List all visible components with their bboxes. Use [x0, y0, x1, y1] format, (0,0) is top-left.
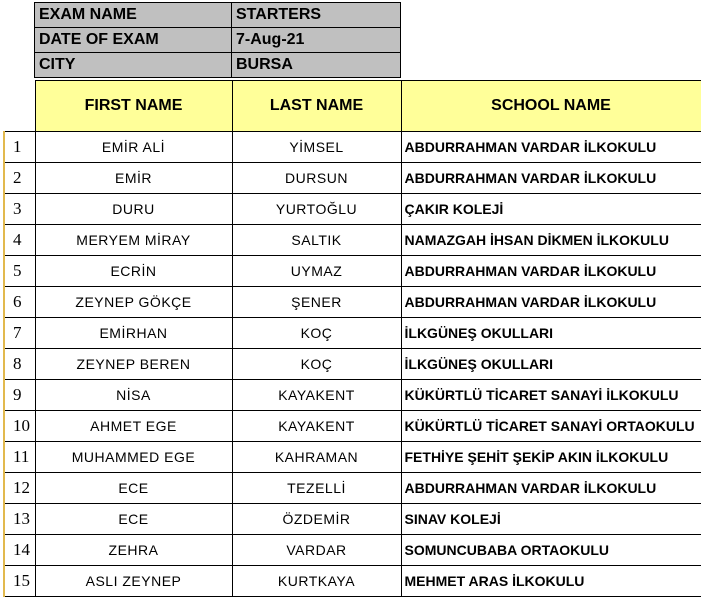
roster-header-row [4, 81, 701, 132]
table-row [4, 411, 701, 442]
school-name-cell[interactable]: İLKGÜNEŞ OKULLARI [401, 318, 701, 349]
exam-info-label[interactable]: CITY [35, 53, 232, 78]
row-number-cell[interactable]: 2 [4, 163, 35, 194]
exam-info-row [35, 28, 401, 53]
first-name-cell[interactable]: ASLI ZEYNEP [35, 566, 232, 597]
school-name-cell[interactable]: ÇAKIR KOLEJİ [401, 194, 701, 225]
student-roster-table [3, 80, 701, 597]
school-name-cell[interactable]: MEHMET ARAS İLKOKULU [401, 566, 701, 597]
exam-info-label[interactable]: DATE OF EXAM [35, 28, 232, 53]
row-number-header [4, 81, 35, 132]
exam-info-label[interactable]: EXAM NAME [35, 3, 232, 28]
school-name-cell[interactable]: ABDURRAHMAN VARDAR İLKOKULU [401, 256, 701, 287]
school-name-cell[interactable]: KÜKÜRTLÜ TİCARET SANAYİ ORTAOKULU [401, 411, 701, 442]
row-number-cell[interactable]: 9 [4, 380, 35, 411]
first-name-cell[interactable]: EMİR [35, 163, 232, 194]
first-name-header[interactable]: FIRST NAME [35, 81, 232, 132]
table-row [4, 380, 701, 411]
school-name-cell[interactable]: ABDURRAHMAN VARDAR İLKOKULU [401, 132, 701, 163]
row-number-cell[interactable]: 7 [4, 318, 35, 349]
row-number-cell[interactable]: 13 [4, 504, 35, 535]
last-name-cell[interactable]: YİMSEL [232, 132, 401, 163]
last-name-cell[interactable]: KOÇ [232, 318, 401, 349]
table-row [4, 256, 701, 287]
row-number-cell[interactable]: 5 [4, 256, 35, 287]
school-name-cell[interactable]: NAMAZGAH İHSAN DİKMEN İLKOKULU [401, 225, 701, 256]
table-row [4, 535, 701, 566]
table-row [4, 349, 701, 380]
row-number-cell[interactable]: 6 [4, 287, 35, 318]
exam-info-table [34, 2, 401, 78]
row-number-cell[interactable]: 10 [4, 411, 35, 442]
row-number-cell[interactable]: 1 [4, 132, 35, 163]
last-name-cell[interactable]: TEZELLİ [232, 473, 401, 504]
table-row [4, 225, 701, 256]
last-name-cell[interactable]: DURSUN [232, 163, 401, 194]
row-number-cell[interactable]: 4 [4, 225, 35, 256]
table-row [4, 287, 701, 318]
school-name-cell[interactable]: KÜKÜRTLÜ TİCARET SANAYİ İLKOKULU [401, 380, 701, 411]
table-row [4, 318, 701, 349]
last-name-cell[interactable]: ŞENER [232, 287, 401, 318]
last-name-cell[interactable]: KURTKAYA [232, 566, 401, 597]
row-number-cell[interactable]: 11 [4, 442, 35, 473]
first-name-cell[interactable]: ZEYNEP GÖKÇE [35, 287, 232, 318]
table-row [4, 194, 701, 225]
row-number-cell[interactable]: 15 [4, 566, 35, 597]
last-name-cell[interactable]: VARDAR [232, 535, 401, 566]
school-name-cell[interactable]: FETHİYE ŞEHİT ŞEKİP AKIN İLKOKULU [401, 442, 701, 473]
school-name-cell[interactable]: SOMUNCUBABA ORTAOKULU [401, 535, 701, 566]
row-number-cell[interactable]: 12 [4, 473, 35, 504]
last-name-cell[interactable]: SALTIK [232, 225, 401, 256]
last-name-cell[interactable]: KAYAKENT [232, 380, 401, 411]
row-number-cell[interactable]: 14 [4, 535, 35, 566]
exam-info-value[interactable]: STARTERS [232, 3, 401, 28]
last-name-cell[interactable]: YURTOĞLU [232, 194, 401, 225]
first-name-cell[interactable]: MERYEM MİRAY [35, 225, 232, 256]
row-number-cell[interactable]: 8 [4, 349, 35, 380]
first-name-cell[interactable]: ZEYNEP BEREN [35, 349, 232, 380]
first-name-cell[interactable]: NİSA [35, 380, 232, 411]
school-name-cell[interactable]: ABDURRAHMAN VARDAR İLKOKULU [401, 163, 701, 194]
first-name-cell[interactable]: ECRİN [35, 256, 232, 287]
exam-info-value[interactable]: BURSA [232, 53, 401, 78]
exam-info-row [35, 3, 401, 28]
last-name-cell[interactable]: KAYAKENT [232, 411, 401, 442]
school-name-cell[interactable]: ABDURRAHMAN VARDAR İLKOKULU [401, 287, 701, 318]
table-row [4, 163, 701, 194]
first-name-cell[interactable]: EMİR ALİ [35, 132, 232, 163]
table-row [4, 132, 701, 163]
first-name-cell[interactable]: EMİRHAN [35, 318, 232, 349]
school-name-cell[interactable]: ABDURRAHMAN VARDAR İLKOKULU [401, 473, 701, 504]
last-name-cell[interactable]: KOÇ [232, 349, 401, 380]
school-name-cell[interactable]: İLKGÜNEŞ OKULLARI [401, 349, 701, 380]
last-name-header[interactable]: LAST NAME [232, 81, 401, 132]
exam-info-row [35, 53, 401, 78]
table-row [4, 504, 701, 535]
last-name-cell[interactable]: ÖZDEMİR [232, 504, 401, 535]
first-name-cell[interactable]: ECE [35, 504, 232, 535]
exam-info-value[interactable]: 7-Aug-21 [232, 28, 401, 53]
school-name-cell[interactable]: SINAV KOLEJİ [401, 504, 701, 535]
table-row [4, 473, 701, 504]
first-name-cell[interactable]: AHMET EGE [35, 411, 232, 442]
table-row [4, 566, 701, 597]
last-name-cell[interactable]: KAHRAMAN [232, 442, 401, 473]
school-name-header[interactable]: SCHOOL NAME [401, 81, 701, 132]
row-number-cell[interactable]: 3 [4, 194, 35, 225]
table-row [4, 442, 701, 473]
first-name-cell[interactable]: ZEHRA [35, 535, 232, 566]
first-name-cell[interactable]: MUHAMMED EGE [35, 442, 232, 473]
first-name-cell[interactable]: ECE [35, 473, 232, 504]
first-name-cell[interactable]: DURU [35, 194, 232, 225]
last-name-cell[interactable]: UYMAZ [232, 256, 401, 287]
